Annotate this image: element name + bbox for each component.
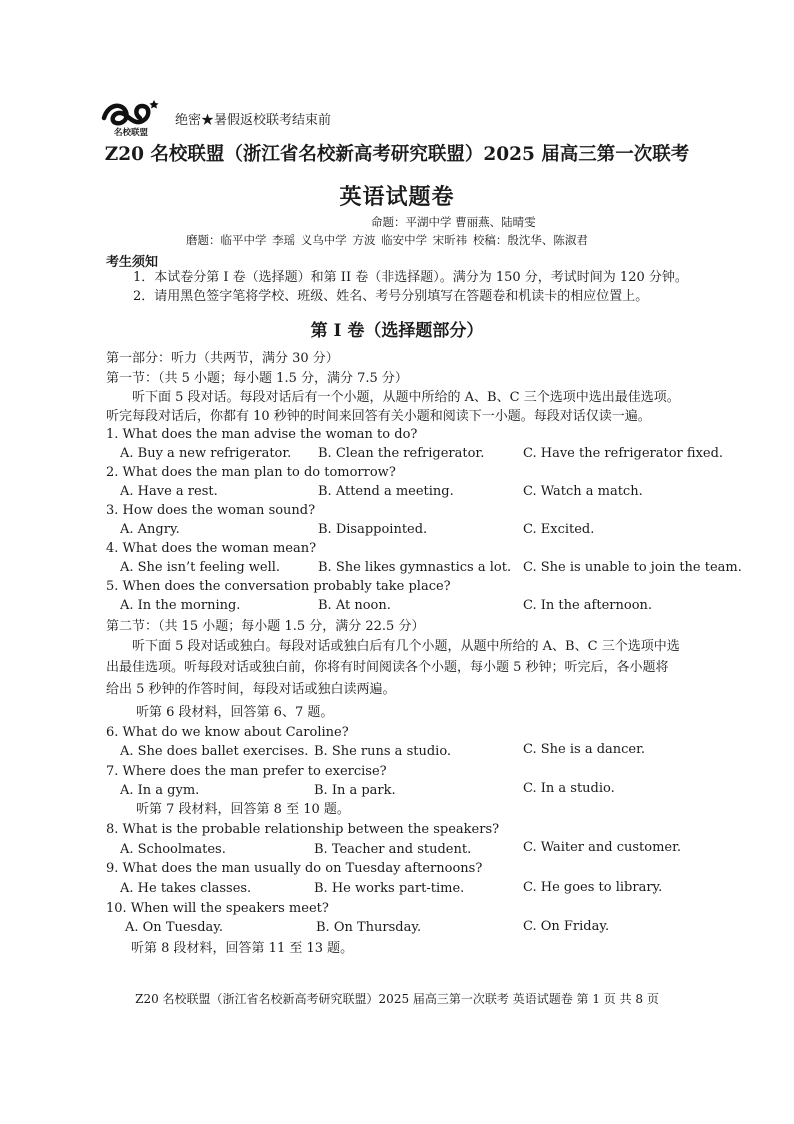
notice-item: 2．请用黑色签字笔将学校、班级、姓名、考号分别填写在答题卷和机读卡的相应位置上。 — [133, 289, 649, 304]
notice-item: 1．本试卷分第 I 卷（选择题）和第 II 卷（非选择题）。满分为 150 分，考试时间为 120 分钟。 — [133, 270, 688, 285]
question-stem: 10. When will the speakers meet? — [106, 901, 329, 916]
material-instruction: 听第 8 段材料，回答第 11 至 13 题。 — [131, 941, 354, 956]
logo-text: 名校联盟 — [114, 128, 149, 138]
directions-line: 听完每段对话后，你都有 10 秒钟的时间来回答有关小题和阅读下一小题。每段对话仅读一遍。 — [106, 409, 651, 424]
option-a: A. Buy a new refrigerator. — [120, 446, 292, 461]
question-stem: 5. When does the conversation probably take place? — [106, 579, 451, 594]
confidential-label: 绝密★暑假返校联考结束前 — [175, 113, 332, 128]
page-footer: Z20 名校联盟（浙江省名校新高考研究联盟）2025 届高三第一次联考 英语试题卷 第 1 页 共 8 页 — [135, 992, 659, 1006]
option-b: B. He works part-time. — [314, 881, 465, 896]
directions-line: 出最佳选项。听每段对话或独白前，你将有时间阅读各个小题，每小题 5 秒钟；听完后，各小题将 — [106, 660, 669, 675]
option-a: A. Schoolmates. — [120, 842, 226, 857]
option-c: C. Excited. — [523, 522, 595, 537]
part-heading: 第 I 卷（选择题部分） — [310, 321, 484, 341]
option-a: A. In the morning. — [120, 598, 241, 613]
option-b: B. Attend a meeting. — [318, 484, 454, 499]
question-stem: 4. What does the woman mean? — [106, 541, 317, 556]
credit-line-2: 磨题：临平中学 李瑶 义乌中学 方波 临安中学 宋昕祎 校稿：殷沈华、陈淑君 — [186, 233, 588, 247]
alliance-logo — [100, 96, 162, 138]
option-c: C. She is unable to join the team. — [523, 560, 742, 575]
option-b: B. Clean the refrigerator. — [318, 446, 485, 461]
subsection-title: 第一节：（共 5 小题；每小题 1.5 分，满分 7.5 分） — [106, 371, 408, 386]
option-b: B. She runs a studio. — [314, 744, 452, 759]
question-stem: 7. Where does the man prefer to exercise? — [106, 764, 387, 779]
paper-title: 英语试题卷 — [339, 184, 455, 210]
section-title: 第一部分：听力（共两节，满分 30 分） — [106, 351, 339, 366]
directions-line: 听下面 5 段对话。每段对话后有一个小题，从题中所给的 A、B、C 三个选项中选出最佳选项。 — [132, 390, 680, 405]
option-c: C. Waiter and customer. — [523, 840, 682, 855]
option-c: C. He goes to library. — [523, 880, 663, 895]
credit-line-1: 命题：平湖中学 曹丽燕、陆晴雯 — [371, 215, 536, 229]
option-a: A. She isn’t feeling well. — [120, 560, 281, 575]
question-stem: 9. What does the man usually do on Tuesday afternoons? — [106, 861, 483, 876]
exam-title: Z20 名校联盟（浙江省名校新高考研究联盟）2025 届高三第一次联考 — [104, 144, 690, 165]
option-b: B. She likes gymnastics a lot. — [318, 560, 512, 575]
option-a: A. Angry. — [120, 522, 180, 537]
option-b: B. On Thursday. — [316, 920, 422, 935]
option-c: C. In the afternoon. — [523, 598, 653, 613]
question-stem: 6. What do we know about Caroline? — [106, 725, 349, 740]
question-stem: 2. What does the man plan to do tomorrow? — [106, 465, 396, 480]
option-a: A. On Tuesday. — [125, 920, 224, 935]
question-stem: 1. What does the man advise the woman to do? — [106, 427, 418, 442]
option-c: C. Have the refrigerator fixed. — [523, 446, 724, 461]
option-b: B. Disappointed. — [318, 522, 428, 537]
option-c: C. She is a dancer. — [523, 742, 646, 757]
option-a: A. Have a rest. — [120, 484, 218, 499]
material-instruction: 听第 6 段材料，回答第 6、7 题。 — [136, 705, 334, 720]
option-b: B. In a park. — [314, 783, 396, 798]
option-c: C. Watch a match. — [523, 484, 643, 499]
directions-line: 听下面 5 段对话或独白。每段对话或独白后有几个小题，从题中所给的 A、B、C 三个选项中选 — [132, 639, 680, 654]
option-a: A. She does ballet exercises. — [120, 744, 309, 759]
material-instruction: 听第 7 段材料，回答第 8 至 10 题。 — [136, 802, 350, 817]
question-stem: 8. What is the probable relationship between the speakers? — [106, 822, 500, 837]
option-b: B. Teacher and student. — [314, 842, 472, 857]
option-a: A. He takes classes. — [120, 881, 252, 896]
directions-line: 给出 5 秒钟的作答时间，每段对话或独白读两遍。 — [106, 682, 396, 697]
option-c: C. In a studio. — [523, 781, 615, 796]
option-c: C. On Friday. — [523, 919, 610, 934]
notice-heading: 考生须知 — [106, 255, 159, 270]
option-a: A. In a gym. — [120, 783, 200, 798]
subsection-title: 第二节：（共 15 小题；每小题 1.5 分，满分 22.5 分） — [106, 619, 425, 634]
option-b: B. At noon. — [318, 598, 391, 613]
question-stem: 3. How does the woman sound? — [106, 503, 316, 518]
